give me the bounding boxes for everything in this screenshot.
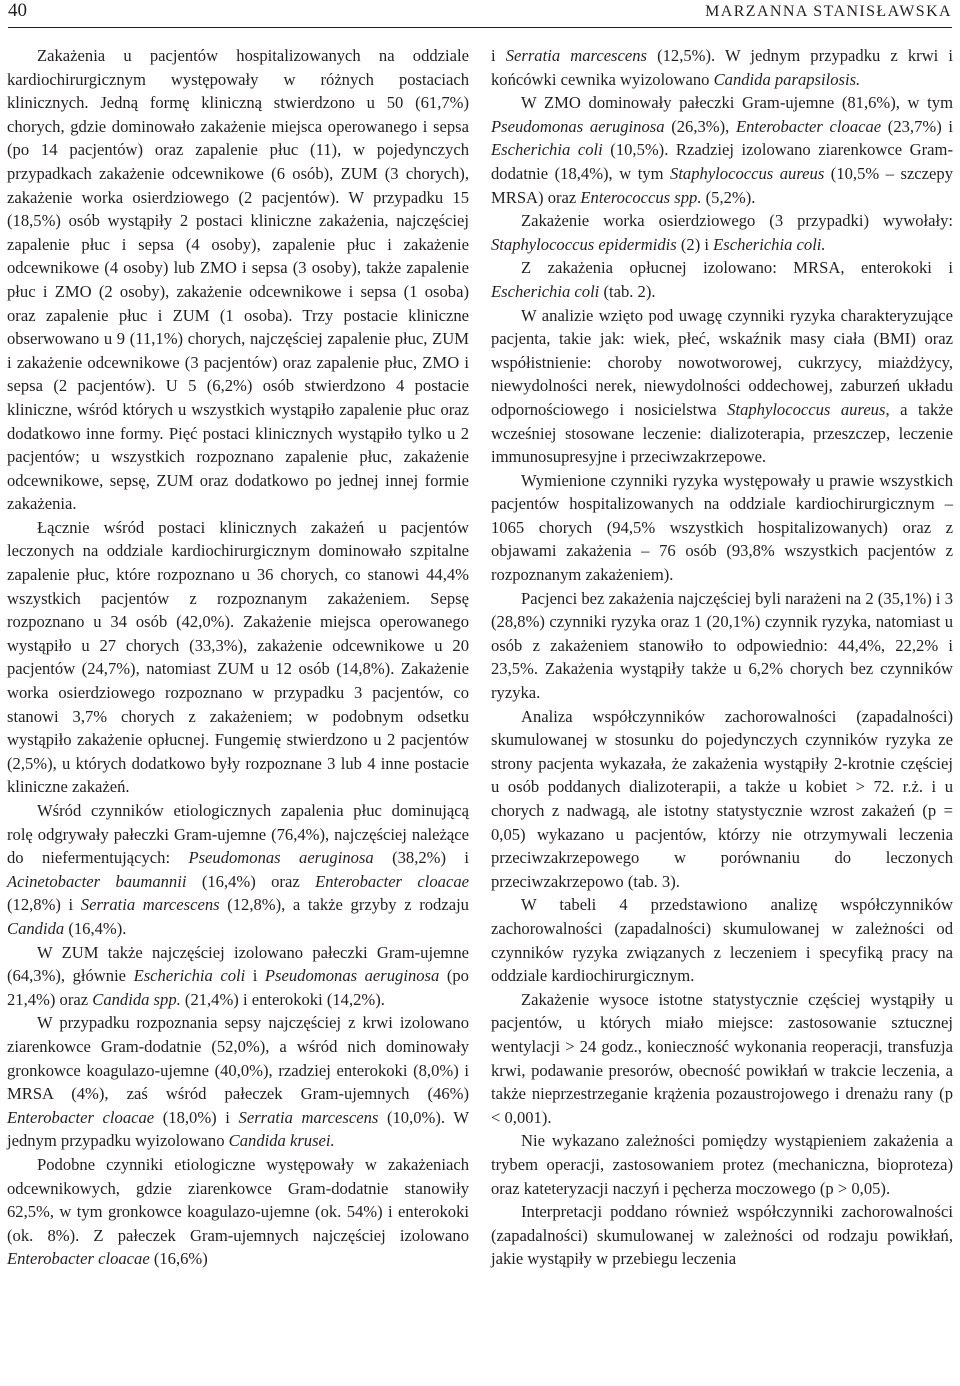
italic-term: Candida	[7, 918, 65, 938]
text-run: Podobne czynniki etiologiczne występowały w zakażeniach odcewnikowych, gdzie ziarenkowce Gram-dodatnie stanowiły 62,5%, w tym gronkowce koagulazo-ujemne (ok. 54%) i enterokoki (ok. 8%). Z pałeczek Gram-ujemnych najczęściej izolowano	[7, 1154, 469, 1245]
italic-term: Pseudomonas aeruginosa	[491, 116, 665, 136]
text-run: W przypadku rozpoznania sepsy najczęściej z krwi izolowano ziarenkowce Gram-dodatnie (52,0%), a wśród nich dominowały gronkowce koagulazo-ujemne (40,0%), rzadziej enterokoki (8,0%) i MRSA (4%), zaś wśród pałeczek Gram-ujemnych (46%)	[7, 1013, 469, 1104]
text-run: (tab. 2).	[599, 281, 656, 301]
italic-term: Staphylococcus epidermidis	[491, 234, 677, 254]
right-column	[491, 44, 953, 1271]
paragraph	[491, 256, 953, 303]
italic-term: Escherichia coli	[491, 140, 603, 160]
text-run: , a także wcześniej stosowane leczenie: dializoterapia, przeszczep, leczenie immunosupresyjne i przeciwzakrzepowe.	[491, 399, 953, 467]
italic-term: Enterobacter cloacae	[315, 871, 469, 891]
left-column	[7, 44, 469, 1271]
text-run: Analiza współczynników zachorowalności (zapadalności) skumulowanej w stosunku do pojedynczych czynników ryzyka ze strony pacjenta wykazała, że zakażenia wystąpiły 2-krotnie częściej u osób poddanych dializoterapii, a także u kobiet > 72. r.ż. i u chorych z nadwagą, ale istotny statystycznie wzrost zakażeń (p = 0,05) wykazano u pacjentów, którzy nie otrzymywali leczenia przeciwzakrzepowego w porównaniu do leczonych przeciwzakrzepowo (tab. 3).	[491, 706, 953, 891]
text-run: Zakażenie wysoce istotne statystycznie częściej wystąpiły u pacjentów, u których miało miejsce: zastosowanie sztucznej wentylacji > 24 godz., konieczność wykonania reoperacji, transfuzja krwi, podawanie presorów, obecność powikłań w trakcie leczenia, a także nieprzestrzeganie krążenia pozaustrojowego i drenażu rany (p < 0,001).	[491, 989, 953, 1127]
text-run: (10,5%). Rzadziej izolowano ziarenkowce Gram-dodatnie (18,4%), w tym	[491, 140, 953, 183]
paragraph	[7, 44, 469, 516]
text-run: i	[245, 966, 265, 986]
italic-term: Staphylococcus aureus	[670, 163, 825, 183]
text-run: (18,0%) i	[154, 1107, 239, 1127]
italic-term: Serratia marcescens	[505, 46, 647, 65]
italic-term: Escherichia coli	[491, 281, 600, 301]
text-run: W tabeli 4 przedstawiono analizę współczynników zachorowalności (zapadalności) skumulowanej w zależności od czynników ryzyka związanych z leczeniem i specyfiką pracy na oddziale kardiochirurgicznym.	[491, 895, 953, 986]
text-run: Wśród czynników etiologicznych zapalenia płuc dominującą rolę odgrywały pałeczki Gram-ujemne (76,4%), najczęściej należące do niefermentujących:	[7, 801, 469, 868]
text-run: (12,8%) i	[7, 895, 81, 915]
text-run: Zakażenia u pacjentów hospitalizowanych na oddziale kardiochirurgicznym występowały w różnych postaciach klinicznych. Jedną formę kliniczną stwierdzono u 50 (61,7%) chorych, gdzie dominowało zakażenie miejsca operowanego i sepsa (po 14 pacjentów) oraz zapalenie płuc (11), w pojedynczych przypadkach zakażenie odcewnikowe (6 osób), ZUM (3 chorych), zakażenie worka osierdziowego (2 pacjentów). W przypadku 15 (18,5%) osób wystąpiły 2 postaci kliniczne zakażenia, najczęściej zapalenie płuc i sepsa (4 osoby), zapalenie płuc i zakażenie odcewnikowe (4 osoby) lub ZMO i sepsa (3 osoby), także zapalenie płuc i ZMO (2 osoby), zakażenie odcewnikowe i sepsa (1 osoba) oraz zapalenie płuc i ZUM (1 osoba). Trzy postacie kliniczne obserwowano u 9 (11,1%) chorych, najczęściej zapalenie płuc, ZUM i zakażenie odcewnikowe (3 pacjentów) oraz zapalenie płuc, ZMO i sepsa (2 pacjentów). U 5 (6,2%) osób stwierdzono 4 postacie kliniczne, wśród których u wszystkich wystąpiło zapalenie płuc oraz dodatkowo inne formy. Pięć postaci klinicznych wystąpiło tylko u 2 pacjentów; u wszystkich rozpoznano zapalenie płuc, zakażenie odcewnikowe, sepsę, ZUM oraz dodatkowo po jednej innej formie zakażenia.	[7, 46, 469, 514]
text-run: (23,7%) i	[881, 116, 953, 136]
paragraph	[491, 469, 953, 587]
italic-term: Candida krusei.	[228, 1131, 335, 1151]
italic-term: Candida spp.	[92, 989, 181, 1009]
text-run: Z zakażenia opłucnej izolowano: MRSA, enterokoki i	[521, 258, 953, 278]
paragraph	[7, 1153, 469, 1271]
paragraph	[491, 91, 953, 209]
italic-term: Pseudomonas aeruginosa	[188, 848, 374, 868]
text-run: (10,5% – szczepy MRSA) oraz	[491, 163, 953, 207]
page-number: 40	[8, 0, 27, 21]
text-run: (21,4%) i enterokoki (14,2%).	[180, 989, 385, 1009]
paragraph	[7, 1011, 469, 1153]
paragraph	[491, 893, 953, 987]
text-run: Zakażenie worka osierdziowego (3 przypadki) wywołały:	[521, 211, 953, 231]
text-run: Łącznie wśród postaci klinicznych zakażeń u pacjentów leczonych na oddziale kardiochirurgicznym dominowało szpitalne zapalenie płuc, które rozpoznano u 36 chorych, co stanowi 44,4% wszystkich pacjentów z rozpoznanym zakażeniem. Sepsę rozpoznano u 34 osób (42,0%). Zakażenie miejsca operowanego wystąpiło u 27 chorych (33,3%), zakażenie odcewnikowe u 20 pacjentów (24,7%), natomiast ZUM u 12 osób (14,8%). Zakażenie worka osierdziowego rozpoznano w przypadku 3 pacjentów, co stanowi 3,7% chorych z zakażeniem; w podobnym odsetku wystąpiło zakażenie opłucnej. Fungemię stwierdzono u 2 pacjentów (2,5%), u których dodatkowo były rozpoznane 3 lub 4 inne postacie kliniczne zakażeń.	[7, 517, 469, 797]
running-head-author: MARZANNA STANISŁAWSKA	[705, 3, 952, 20]
text-run: W ZMO dominowały pałeczki Gram-ujemne (81,6%), w tym	[521, 93, 953, 113]
paragraph	[491, 705, 953, 894]
text-run: (2) i	[676, 234, 714, 254]
paragraph	[491, 1200, 953, 1271]
italic-term: Candida parapsilosis.	[713, 69, 861, 89]
italic-term: Acinetobacter baumannii	[7, 871, 187, 891]
italic-term: Escherichia coli.	[713, 234, 826, 254]
paragraph	[491, 988, 953, 1130]
paragraph	[7, 799, 469, 941]
text-run: (12,8%), a także grzyby z rodzaju	[219, 895, 469, 915]
italic-term: Escherichia coli	[133, 966, 246, 986]
text-run: (16,4%).	[64, 918, 127, 938]
text-run: (16,4%) oraz	[186, 871, 316, 891]
text-run: (16,6%)	[149, 1249, 208, 1269]
italic-term: Staphylococcus aureus	[727, 399, 886, 419]
italic-term: Enterobacter cloacae	[7, 1249, 150, 1269]
text-run: Nie wykazano zależności pomiędzy wystąpieniem zakażenia a trybem operacji, zastosowaniem protez (mechaniczna, bioproteza) oraz kateteryzacji naczyń i pęcherza moczowego (p > 0,05).	[491, 1131, 953, 1198]
running-header	[8, 0, 952, 26]
text-run: i	[491, 46, 506, 65]
paragraph	[491, 1129, 953, 1200]
paragraph	[491, 587, 953, 705]
text-run: Interpretacji poddano również współczynniki zachorowalności (zapadalności) skumulowanej w zależności od rodzaju powikłań, jakie wystąpiły w przebiegu leczenia	[491, 1202, 953, 1269]
paragraph	[491, 304, 953, 469]
text-run: (po 21,4%) oraz	[7, 966, 469, 1009]
text-run: (12,5%). W jednym przypadku z krwi i końcówki cewnika wyizolowano	[491, 46, 953, 89]
text-run: (26,3%),	[664, 116, 736, 136]
header-rule	[8, 27, 952, 28]
italic-term: Serratia marcescens	[80, 895, 220, 915]
paragraph	[7, 516, 469, 799]
text-run: Pacjenci bez zakażenia najczęściej byli narażeni na 2 (35,1%) i 3 (28,8%) czynniki ryzyka oraz 1 (20,1%) czynnik ryzyka, natomiast u osób z zakażeniem stanowiło to odpowiednio: 44,4%, 22,2% i 23,5%. Zakażenia wystąpiły także u 6,2% chorych bez czynników ryzyka.	[491, 588, 953, 703]
italic-term: Serratia marcescens	[238, 1107, 379, 1127]
italic-term: Pseudomonas aeruginosa	[264, 966, 440, 986]
italic-term: Enterobacter cloacae	[735, 116, 882, 136]
text-run: W ZUM także najczęściej izolowano pałeczki Gram-ujemne (64,3%), głównie	[7, 942, 469, 986]
paragraph	[491, 209, 953, 256]
text-run: (5,2%).	[701, 187, 756, 207]
text-run: (38,2%) i	[373, 848, 469, 868]
italic-term: Enterococcus spp.	[580, 187, 702, 207]
text-run: W analizie wzięto pod uwagę czynniki ryzyka charakteryzujące pacjenta, takie jak: wiek, płeć, wskaźnik masy ciała (BMI) oraz współistnienie: choroby nowotworowej, cukrzycy, miażdżycy, niewydolności nerek, niewydolności oddechowej, zaburzeń układu odpornościowego i nosicielstwa	[491, 305, 953, 419]
text-run: (10,0%). W jednym przypadku wyizolowano	[7, 1107, 469, 1151]
paragraph	[7, 941, 469, 1012]
text-run: Wymienione czynniki ryzyka występowały u prawie wszystkich pacjentów hospitalizowanych na oddziale kardiochirurgicznym – 1065 chorych (94,5% wszystkich hospitalizowanych) oraz z objawami zakażenia – 76 osób (93,8% wszystkich pacjentów z rozpoznanym zakażeniem).	[491, 470, 953, 585]
paragraph-continued	[491, 44, 953, 91]
italic-term: Enterobacter cloacae	[7, 1107, 155, 1127]
